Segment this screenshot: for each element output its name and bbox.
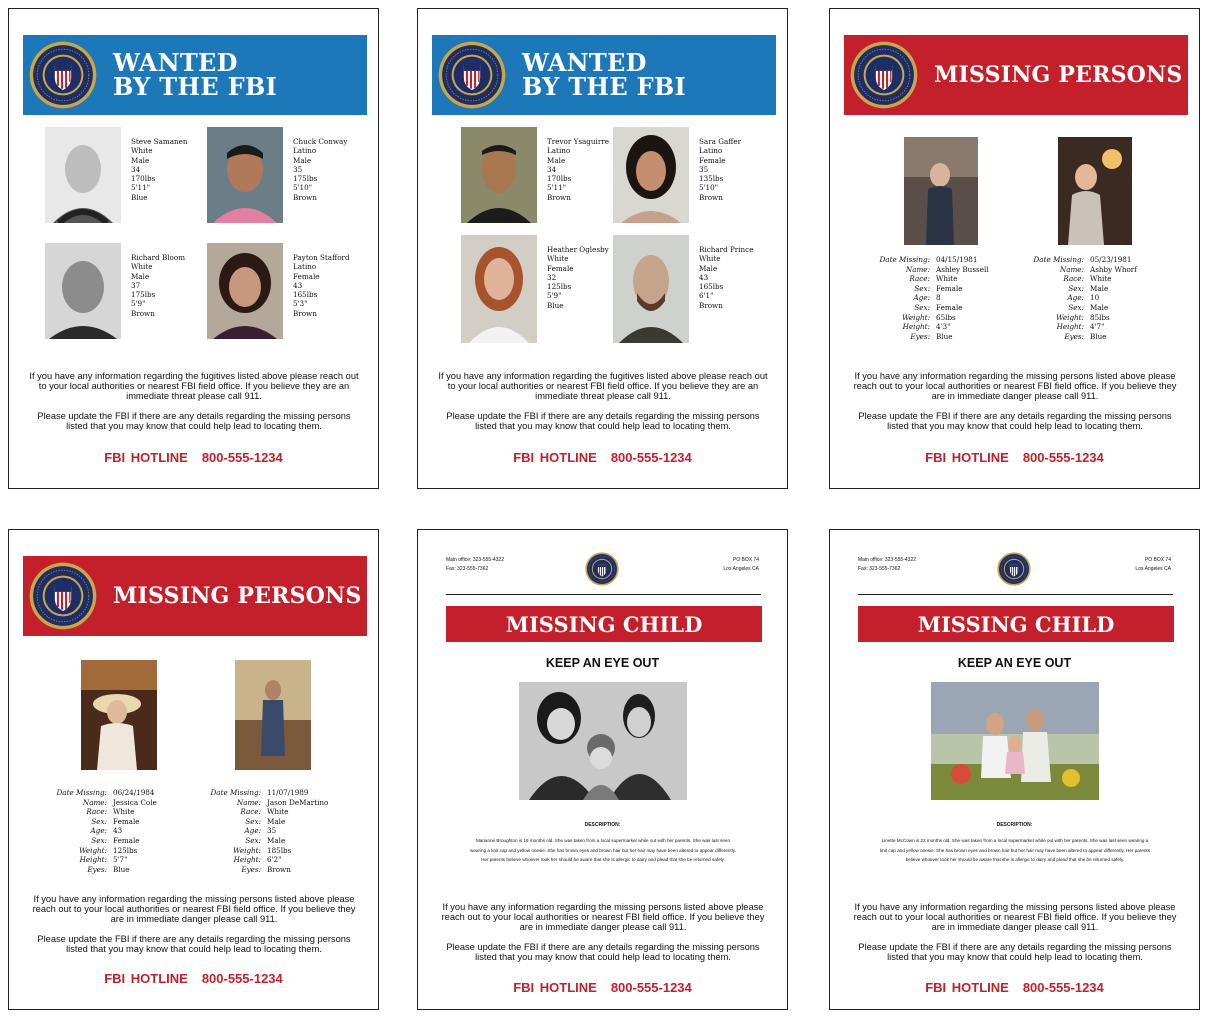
hotline-number: 800-555-1234: [610, 980, 692, 995]
missing-child-banner: [446, 606, 762, 642]
fugitive-eyes: Brown: [547, 192, 571, 202]
fugitive-card: [45, 127, 200, 239]
fugitive-grid: [461, 127, 771, 357]
fugitive-height: 6'1": [699, 291, 714, 301]
date-missing: 04/15/1981: [936, 255, 978, 264]
fbi-seal-icon: [850, 41, 918, 109]
fugitive-name: Trevor Ysaguirre: [547, 137, 609, 146]
fugitive-age: 43: [293, 280, 303, 290]
update-message: Please update the FBI if there are any details regarding the missing persons listed that you may know that could help lead to locating them.: [858, 942, 1172, 962]
po-box: PO BOX 74: [1144, 557, 1171, 563]
field-label: Age:: [1067, 293, 1084, 303]
field-label: Age:: [244, 826, 261, 836]
field-label: Sex:: [914, 302, 930, 312]
fugitive-name: Steve Samanen: [131, 137, 188, 146]
field-label: Sex:: [1068, 283, 1084, 293]
info-message: If you have any information regarding the missing persons listed above please reach out to your local authorities or nearest FBI field office. If you believe they are in immediate danger please call 911.: [853, 902, 1177, 932]
person-weight: 125lbs: [113, 845, 138, 855]
fugitive-eyes: Brown: [293, 308, 317, 318]
field-label: Race:: [1063, 274, 1084, 284]
field-label: Date Missing:: [1033, 255, 1084, 264]
office-address: [723, 556, 759, 574]
fugitive-sex: Male: [131, 271, 150, 281]
person-sex: Female: [113, 835, 140, 845]
wanted-poster-2: [417, 8, 788, 489]
fugitive-weight: 165lbs: [699, 282, 724, 292]
field-label: Eyes:: [87, 864, 107, 874]
field-label: Age:: [913, 293, 930, 303]
person-sex: Female: [936, 302, 963, 312]
description-heading: DESCRIPTION:: [584, 822, 621, 828]
fugitive-name: Heather Oglesby: [547, 245, 609, 254]
fugitive-age: 35: [293, 164, 303, 174]
fugitive-info: [131, 137, 188, 202]
fugitive-weight: 165lbs: [293, 290, 318, 300]
fugitive-age: 37: [131, 280, 141, 290]
date-missing: 11/07/1989: [267, 788, 309, 797]
fugitive-photo: [613, 127, 689, 223]
fugitive-photo: [207, 243, 283, 339]
person-sex: Male: [1090, 302, 1109, 312]
person-eyes: Brown: [267, 864, 291, 874]
fugitive-sex: Male: [131, 155, 150, 165]
office-contact: [446, 556, 504, 574]
divider: [446, 594, 761, 595]
fugitive-age: 43: [699, 272, 709, 282]
fbi-seal-icon: [997, 552, 1031, 586]
fbi-seal-icon: [438, 41, 506, 109]
person-age: 10: [1090, 293, 1100, 303]
hotline-number: 800-555-1234: [201, 450, 283, 465]
fugitive-weight: 175lbs: [293, 174, 318, 184]
fugitive-name: Richard Bloom: [131, 253, 186, 262]
person-weight: 65lbs: [936, 312, 956, 322]
person-race: White: [936, 274, 958, 284]
fugitive-name: Chuck Conway: [293, 137, 348, 146]
missing-person-photo: [81, 660, 157, 770]
person-age: 43: [113, 826, 123, 836]
banner-title: MISSING CHILD: [917, 611, 1115, 637]
fugitive-height: 5'11": [547, 183, 567, 193]
wanted-banner: [23, 35, 367, 115]
fugitive-eyes: Brown: [131, 308, 155, 318]
fugitive-age: 32: [547, 272, 557, 282]
fugitive-name: Sara Gaffer: [699, 137, 742, 146]
person-weight: 185lbs: [267, 845, 292, 855]
wanted-banner: [432, 35, 776, 115]
hotline-label: FBI HOTLINE: [925, 980, 1009, 995]
subheading: KEEP AN EYE OUT: [957, 656, 1072, 670]
fugitive-race: White: [131, 146, 153, 156]
person-weight: 85lbs: [1090, 312, 1110, 322]
update-message: Please update the FBI if there are any details regarding the missing persons listed that you may know that could help lead to locating them.: [37, 934, 351, 954]
fugitive-photo: [207, 127, 283, 223]
field-label: Sex:: [914, 283, 930, 293]
date-missing: 05/23/1981: [1090, 255, 1132, 264]
missing-person-fields: [1000, 255, 1180, 341]
fugitive-age: 34: [547, 164, 557, 174]
fbi-hotline: [830, 450, 1199, 465]
fugitive-sex: Female: [699, 155, 726, 165]
person-race: White: [1090, 274, 1112, 284]
fugitive-info: [293, 137, 347, 202]
fugitive-card: [613, 235, 768, 347]
hotline-number: 800-555-1234: [1022, 450, 1104, 465]
child-photo: [931, 682, 1099, 800]
person-sex: Male: [1090, 283, 1109, 293]
fugitive-eyes: Blue: [131, 192, 148, 202]
fugitive-age: 34: [131, 164, 141, 174]
fugitive-height: 5'10": [699, 183, 719, 193]
fugitive-height: 5'10": [293, 183, 313, 193]
city: Los Angeles CA: [723, 566, 759, 572]
fugitive-eyes: Brown: [699, 300, 723, 310]
field-label: Eyes:: [241, 864, 261, 874]
fugitive-name: Richard Prince: [699, 245, 754, 254]
fugitive-card: [461, 127, 616, 239]
missing-persons-poster-1: [829, 8, 1200, 489]
missing-child-poster-1: [417, 529, 788, 1010]
person-height: 4'7": [1090, 322, 1105, 332]
fugitive-card: [613, 127, 768, 239]
fugitive-photo: [45, 243, 121, 339]
person-eyes: Blue: [936, 331, 953, 341]
field-label: Weight:: [902, 312, 930, 322]
fugitive-race: White: [699, 254, 721, 264]
missing-persons-poster-2: [8, 529, 379, 1010]
field-label: Sex:: [245, 816, 261, 826]
fugitive-info: [547, 245, 609, 310]
missing-child-poster-2: [829, 529, 1200, 1010]
fugitive-weight: 170lbs: [547, 174, 572, 184]
fugitive-photo: [461, 127, 537, 223]
field-label: Date Missing:: [879, 255, 930, 264]
fugitive-eyes: Blue: [547, 300, 564, 310]
office-contact: [858, 556, 916, 574]
hotline-label: FBI HOTLINE: [104, 971, 188, 986]
field-label: Height:: [79, 855, 107, 865]
person-sex: Female: [113, 816, 140, 826]
info-message: If you have any information regarding the fugitives listed above please reach out to your local authorities or nearest FBI field office. If you believe they are an immediate threat please call 911.: [438, 371, 768, 401]
hotline-label: FBI HOTLINE: [925, 450, 1009, 465]
missing-banner: [844, 35, 1188, 115]
fugitive-card: [207, 127, 362, 239]
person-sex: Male: [267, 835, 286, 845]
description-text: Linette McCown is 22 months old. She was taken from a local supermarket while out with her parents. She was last seen wearing a knit cap and yellow onesie. She has brown eyes and brown hair but her hair may have been altered to appear differently. Her parents believe whoever took her should be aware that she is allergic to dairy and plead that she be returned safely.: [880, 838, 1151, 862]
banner-title: WANTED BY THE FBI: [113, 48, 278, 101]
missing-person-card: [1000, 137, 1180, 347]
fugitive-sex: Female: [293, 271, 320, 281]
fugitive-info: [131, 253, 185, 318]
fbi-seal-icon: [585, 552, 619, 586]
fugitive-photo: [45, 127, 121, 223]
missing-banner: [23, 556, 367, 636]
missing-child-banner: [858, 606, 1174, 642]
fugitive-race: White: [547, 254, 569, 264]
person-height: 5'7": [113, 855, 128, 865]
field-label: Height:: [233, 855, 261, 865]
fugitive-sex: Male: [699, 263, 718, 273]
field-label: Eyes:: [1064, 331, 1084, 341]
fbi-seal-icon: [29, 562, 97, 630]
field-label: Name:: [905, 264, 930, 274]
field-label: Name:: [236, 797, 261, 807]
field-label: Sex:: [91, 816, 107, 826]
fugitive-weight: 125lbs: [547, 282, 572, 292]
update-message: Please update the FBI if there are any details regarding the missing persons listed that you may know that could help lead to locating them.: [446, 942, 760, 962]
fugitive-weight: 170lbs: [131, 174, 156, 184]
po-box: PO BOX 74: [732, 557, 759, 563]
office-fax: Fax: 323-555-7362: [858, 566, 901, 572]
person-race: White: [113, 807, 135, 817]
field-label: Race:: [240, 807, 261, 817]
fugitive-info: [699, 137, 741, 202]
divider: [858, 594, 1173, 595]
person-age: 35: [267, 826, 277, 836]
update-message: Please update the FBI if there are any details regarding the missing persons listed that you may know that could help lead to locating them.: [37, 411, 351, 431]
info-message: If you have any information regarding the missing persons listed above please reach out to your local authorities or nearest FBI field office. If you believe they are in immediate danger please call 911.: [853, 371, 1177, 401]
person-height: 4'3": [936, 322, 951, 332]
hotline-label: FBI HOTLINE: [104, 450, 188, 465]
field-label: Name:: [82, 797, 107, 807]
field-label: Race:: [86, 807, 107, 817]
fugitive-race: Latino: [293, 262, 317, 272]
missing-person-fields: [846, 255, 1026, 341]
field-label: Age:: [90, 826, 107, 836]
office-phone: Main office: 323-555-4322: [446, 557, 505, 563]
description-heading: DESCRIPTION:: [996, 822, 1033, 828]
fbi-seal-icon: [29, 41, 97, 109]
hotline-label: FBI HOTLINE: [513, 450, 597, 465]
fugitive-card: [207, 243, 362, 355]
fbi-hotline: [9, 450, 378, 465]
fugitive-info: [547, 137, 609, 202]
fugitive-photo: [461, 235, 537, 343]
fugitive-sex: Male: [547, 155, 566, 165]
office-fax: Fax: 323-555-7362: [446, 566, 489, 572]
field-label: Date Missing:: [210, 788, 261, 797]
missing-person-card: [23, 660, 203, 874]
info-message: If you have any information regarding the missing persons listed above please reach out to your local authorities or nearest FBI field office. If you believe they are in immediate danger please call 911.: [441, 902, 765, 932]
person-eyes: Blue: [113, 864, 130, 874]
missing-person-card: [846, 137, 1026, 347]
person-sex: Male: [267, 816, 286, 826]
fugitive-info: [293, 253, 350, 318]
fugitive-sex: Female: [547, 263, 574, 273]
missing-grid: [830, 137, 1199, 347]
missing-person-photo: [1058, 137, 1132, 245]
missing-person-fields: [23, 788, 203, 874]
info-message: If you have any information regarding the fugitives listed above please reach out to your local authorities or nearest FBI field office. If you believe they are an immediate threat please call 911.: [29, 371, 359, 401]
person-name: Ashley Bussell: [936, 264, 989, 274]
person-height: 6'2": [267, 855, 282, 865]
office-address: [1135, 556, 1171, 574]
fugitive-photo: [613, 235, 689, 343]
fugitive-sex: Male: [293, 155, 312, 165]
person-name: Ashby Whorf: [1090, 264, 1137, 274]
field-label: Height:: [902, 322, 930, 332]
field-label: Sex:: [1068, 302, 1084, 312]
fugitive-race: Latino: [699, 146, 723, 156]
field-label: Eyes:: [910, 331, 930, 341]
wanted-poster-1: [8, 8, 379, 489]
hotline-label: FBI HOTLINE: [513, 980, 597, 995]
hotline-number: 800-555-1234: [610, 450, 692, 465]
field-label: Sex:: [91, 835, 107, 845]
fugitive-race: White: [131, 262, 153, 272]
field-label: Weight:: [233, 845, 261, 855]
missing-person-photo: [235, 660, 311, 770]
fbi-hotline: [418, 450, 787, 465]
hotline-number: 800-555-1234: [201, 971, 283, 986]
fugitive-age: 35: [699, 164, 709, 174]
field-label: Race:: [909, 274, 930, 284]
field-label: Weight:: [79, 845, 107, 855]
person-age: 8: [936, 293, 941, 303]
fbi-hotline: [418, 980, 787, 995]
fugitive-race: Latino: [547, 146, 571, 156]
fugitive-eyes: Brown: [293, 192, 317, 202]
banner-title: MISSING CHILD: [505, 611, 703, 637]
missing-person-card: [177, 660, 357, 874]
field-label: Height:: [1056, 322, 1084, 332]
update-message: Please update the FBI if there are any details regarding the missing persons listed that you may know that could help lead to locating them.: [858, 411, 1172, 431]
banner-title: MISSING PERSONS: [934, 62, 1183, 88]
person-name: Jessica Cole: [113, 797, 157, 807]
person-eyes: Blue: [1090, 331, 1107, 341]
description-text: Marianne Broughton is 18 months old. She was taken from a local supermarket while out with her parents. She was last seen wearing a knit cap and yellow onesie. She has brown eyes and brown hair but her hair may have been altered to appear differently. Her parents believe whoever took her should be aware that she is allergic to dairy and plead that she be returned safely.: [470, 838, 736, 862]
fugitive-weight: 175lbs: [131, 290, 156, 300]
fugitive-card: [45, 243, 200, 355]
missing-person-fields: [177, 788, 357, 874]
field-label: Sex:: [245, 835, 261, 845]
subheading: KEEP AN EYE OUT: [545, 656, 660, 670]
fugitive-grid: [45, 127, 355, 357]
person-sex: Female: [936, 283, 963, 293]
fugitive-eyes: Brown: [699, 192, 723, 202]
fugitive-card: [461, 235, 616, 347]
missing-person-photo: [904, 137, 978, 245]
office-phone: Main office: 323-555-4322: [858, 557, 917, 563]
fugitive-height: 5'9": [547, 291, 562, 301]
person-name: Jason DeMartino: [267, 797, 329, 807]
date-missing: 06/24/1984: [113, 788, 155, 797]
child-photo: [519, 682, 687, 800]
fugitive-name: Payton Stafford: [293, 253, 350, 262]
banner-title: WANTED BY THE FBI: [522, 48, 687, 101]
update-message: Please update the FBI if there are any details regarding the missing persons listed that you may know that could help lead to locating them.: [446, 411, 760, 431]
hotline-number: 800-555-1234: [1022, 980, 1104, 995]
info-message: If you have any information regarding the missing persons listed above please reach out to your local authorities or nearest FBI field office. If you believe they are in immediate danger please call 911.: [32, 894, 356, 924]
missing-grid: [9, 660, 378, 874]
field-label: Name:: [1059, 264, 1084, 274]
fugitive-height: 5'3": [293, 299, 308, 309]
person-race: White: [267, 807, 289, 817]
fugitive-weight: 135lbs: [699, 174, 724, 184]
fugitive-race: Latino: [293, 146, 317, 156]
fugitive-info: [699, 245, 753, 310]
fbi-hotline: [830, 980, 1199, 995]
fugitive-height: 5'11": [131, 183, 151, 193]
fbi-hotline: [9, 971, 378, 986]
field-label: Date Missing:: [56, 788, 107, 797]
city: Los Angeles CA: [1135, 566, 1171, 572]
fugitive-height: 5'9": [131, 299, 146, 309]
banner-title: MISSING PERSONS: [113, 583, 362, 609]
field-label: Weight:: [1056, 312, 1084, 322]
